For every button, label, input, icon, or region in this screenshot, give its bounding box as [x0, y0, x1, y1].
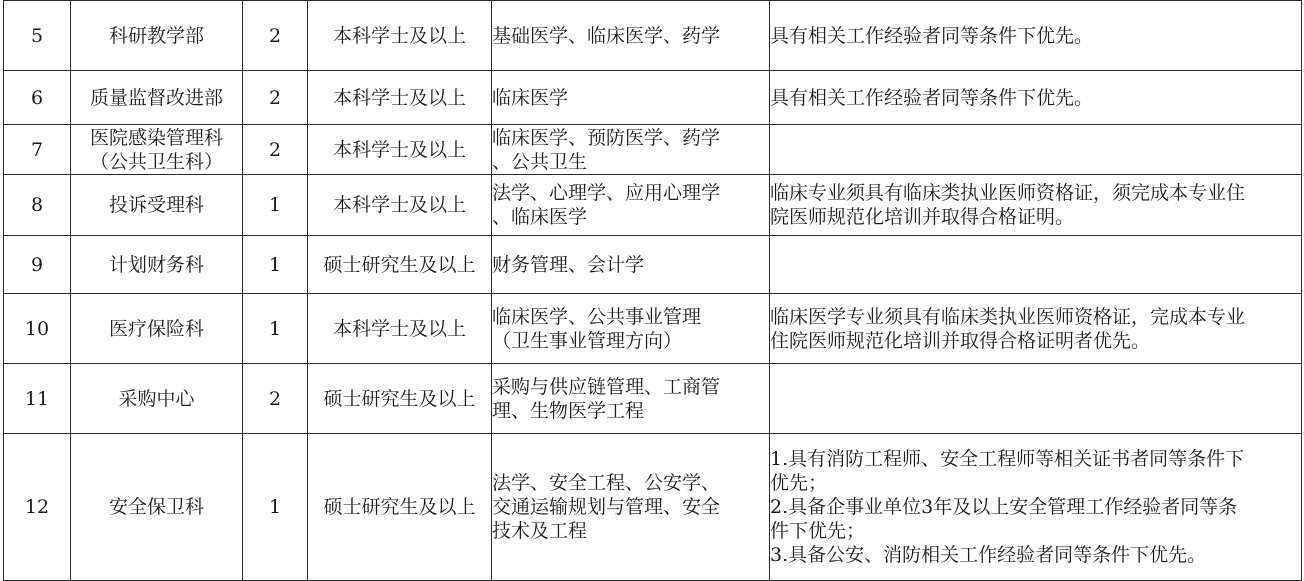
- cell-department: [71, 236, 243, 294]
- cell-requirements-line: 具有相关工作经验者同等条件下优先。: [770, 24, 1094, 47]
- cell-department: [71, 434, 243, 581]
- cell-major-line: 财务管理、会计学: [492, 253, 645, 276]
- cell-requirements-line: 临床医学专业须具有临床类执业医师资格证，完成本专业: [770, 305, 1246, 328]
- cell-department-line: 投诉受理科: [108, 194, 204, 216]
- cell-requirements: [770, 364, 1302, 434]
- cell-major-line: 法学、安全工程、公安学、: [492, 472, 721, 494]
- table-row: [4, 1, 1302, 71]
- cell-seq-no: 11: [4, 364, 71, 434]
- cell-major-line: 法学、心理学、应用心理学: [492, 182, 721, 204]
- cell-requirements-line: 件下优先；: [770, 520, 866, 542]
- cell-major: [492, 294, 770, 364]
- cell-department-line: 安全保卫科: [108, 496, 204, 518]
- cell-requirements: [770, 125, 1302, 175]
- cell-department: [71, 71, 243, 125]
- cell-seq-no: 6: [4, 71, 71, 125]
- cell-requirements-line: 临床专业须具有临床类执业医师资格证，须完成本专业住: [770, 182, 1246, 204]
- cell-department: [71, 125, 243, 175]
- cell-major-line: 采购与供应链管理、工商管: [492, 375, 721, 398]
- table-row: [4, 364, 1302, 434]
- cell-major: [492, 125, 770, 175]
- cell-department-line: 计划财务科: [108, 253, 204, 276]
- cell-education: 硕士研究生及以上: [308, 434, 492, 581]
- cell-requirements: [770, 434, 1302, 581]
- cell-department-line: 采购中心: [118, 387, 195, 410]
- cell-seq-no: 8: [4, 175, 71, 236]
- cell-seq-no: 12: [4, 434, 71, 581]
- cell-seq-no: 10: [4, 294, 71, 364]
- cell-education: 硕士研究生及以上: [308, 236, 492, 294]
- cell-major-line: 临床医学、预防医学、药学: [492, 126, 721, 149]
- cell-major-line: （卫生事业管理方向）: [492, 329, 683, 352]
- cell-headcount: 2: [243, 71, 308, 125]
- cell-education: 本科学士及以上: [308, 175, 492, 236]
- cell-headcount: 2: [243, 125, 308, 175]
- cell-department-line: 质量监督改进部: [89, 86, 223, 109]
- cell-major-line: 、公共卫生: [492, 150, 588, 173]
- cell-major-line: 技术及工程: [492, 520, 588, 542]
- cell-major-line: 理、生物医学工程: [492, 399, 645, 422]
- table-row: [4, 236, 1302, 294]
- cell-requirements-line: 具有相关工作经验者同等条件下优先。: [770, 86, 1094, 109]
- cell-education: 本科学士及以上: [308, 125, 492, 175]
- cell-headcount: 2: [243, 1, 308, 71]
- table-row: [4, 434, 1302, 581]
- cell-major-line: 交通运输规划与管理、安全: [492, 496, 721, 518]
- cell-headcount: 1: [243, 294, 308, 364]
- recruitment-table: [3, 0, 1302, 581]
- cell-education: 硕士研究生及以上: [308, 364, 492, 434]
- cell-education: 本科学士及以上: [308, 1, 492, 71]
- cell-major: [492, 236, 770, 294]
- cell-requirements-line: 2.具备企事业单位3年及以上安全管理工作经验者同等条: [770, 496, 1238, 518]
- table-row: [4, 175, 1302, 236]
- cell-headcount: 2: [243, 364, 308, 434]
- cell-requirements-line: 1.具有消防工程师、安全工程师等相关证书者同等条件下: [770, 448, 1245, 470]
- cell-major: [492, 434, 770, 581]
- cell-education: 本科学士及以上: [308, 71, 492, 125]
- cell-requirements: [770, 294, 1302, 364]
- cell-requirements: [770, 71, 1302, 125]
- cell-education: 本科学士及以上: [308, 294, 492, 364]
- cell-department-line: 医疗保险科: [108, 317, 204, 340]
- table-body: [4, 1, 1302, 581]
- cell-requirements-line: 住院医师规范化培训并取得合格证明者优先。: [770, 329, 1151, 352]
- cell-requirements: [770, 236, 1302, 294]
- table-row: [4, 71, 1302, 125]
- cell-seq-no: 9: [4, 236, 71, 294]
- table-row: [4, 125, 1302, 175]
- cell-headcount: 1: [243, 175, 308, 236]
- cell-major-line: 临床医学: [492, 86, 569, 109]
- cell-requirements: [770, 175, 1302, 236]
- cell-major: [492, 175, 770, 236]
- cell-major: [492, 364, 770, 434]
- cell-major-line: 临床医学、公共事业管理: [492, 305, 702, 328]
- cell-seq-no: 5: [4, 1, 71, 71]
- cell-department: [71, 364, 243, 434]
- cell-seq-no: 7: [4, 125, 71, 175]
- cell-requirements: [770, 1, 1302, 71]
- cell-headcount: 1: [243, 236, 308, 294]
- cell-requirements-line: 优先；: [770, 472, 828, 494]
- cell-requirements-line: 院医师规范化培训并取得合格证明。: [770, 206, 1075, 228]
- cell-headcount: 1: [243, 434, 308, 581]
- cell-major: [492, 71, 770, 125]
- cell-department-line: 科研教学部: [108, 24, 204, 47]
- cell-department: [71, 294, 243, 364]
- cell-department-line: 医院感染管理科: [89, 126, 223, 149]
- cell-requirements-line: 3.具备公安、消防相关工作经验者同等条件下优先。: [770, 544, 1207, 566]
- cell-department: [71, 175, 243, 236]
- cell-major: [492, 1, 770, 71]
- cell-department-line: （公共卫生科）: [89, 150, 223, 173]
- table-row: [4, 294, 1302, 364]
- cell-major-line: 基础医学、临床医学、药学: [492, 24, 721, 47]
- cell-major-line: 、临床医学: [492, 206, 588, 228]
- cell-department: [71, 1, 243, 71]
